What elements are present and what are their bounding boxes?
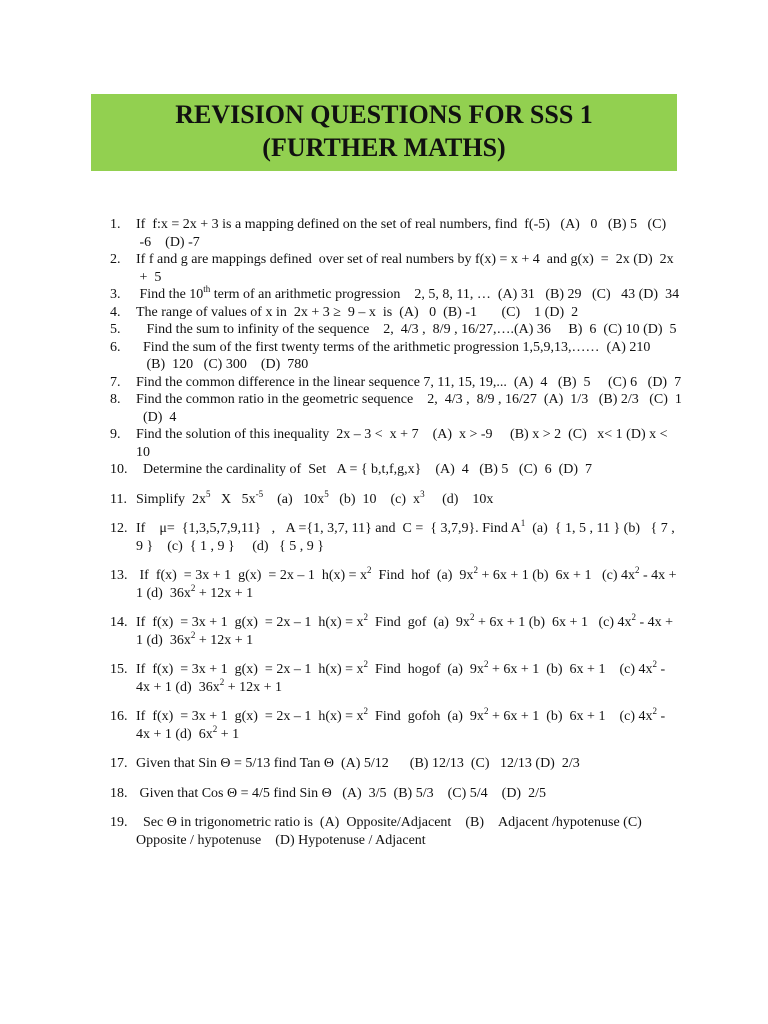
question-number: 15. [110,662,128,677]
question-text: If f(x) = 3x + 1 g(x) = 2x – 1 $h(x) = x^2$ Find gofoh (a) $9x^2 + 6x + 1$ (b) 6x + 1 (c) $4x^2 - 4x + 1$ (d) $6x^2 + 1$ [136,706,666,742]
question-item [110,488,682,509]
question-text: Given that Cos Θ = 4/5 find Sin Θ (A) 3/5 (B) 5/3 (C) 5/4 (D) 2/5 [136,785,546,801]
question-number: 17. [110,756,128,771]
question-number: 7. [110,374,121,390]
question-number: 12. [110,521,128,536]
question-item [110,321,682,339]
question-number: 16. [110,709,128,724]
question-text: Simplify $2x^5$ X $5x^{-5}$ (a) $10x^5$ (b) 10 (c) $x^3$ (d) 10x [136,488,494,507]
question-text: Sec Θ in trigonometric ratio is (A) Opposite/Adjacent (B) Adjacent /hypotenuse (C) Opposite / hypotenuse (D) Hypotenuse / Adjacent [136,815,642,848]
question-text: Find the common ratio in the geometric sequence 2, 4/3 , 8/9 , 16/27 (A) 1/3 (B) 2/3 (C) 1 (D) 4 [136,392,682,425]
title-line-1: REVISION QUESTIONS FOR SSS 1 [175,100,593,129]
question-item [110,374,682,392]
question-text: If f(x) = 3x + 1 g(x) = 2x – 1 $h(x) = x^2$ Find hof (a) $9x^2 + 6x + 1$ (b) 6x + 1 (c) $4x^2 - 4x + 1$ (d) $36x^2 + 12x + 1$ [136,565,677,601]
question-item [110,426,682,461]
question-text: If f(x) = 3x + 1 g(x) = 2x – 1 $h(x) = x^2$ Find gof (a) $9x^2 + 6x + 1$ (b) 6x + 1 (c) $4x^2 - 4x + 1$ (d) $36x^2 + 12x + 1$ [136,612,674,648]
question-text: If f:x = 2x + 3 is a mapping defined on the set of real numbers, find f(-5) (A) 0 (B) 5 (C) -6 (D) -7 [136,217,667,250]
question-text: Find the sum to infinity of the sequence 2, 4/3 , 8/9 , 16/27,….(A) 36 B) 6 (C) 10 (D) 5 [136,322,677,337]
question-list [110,216,682,849]
question-text: Given that Sin Θ = 5/13 find Tan Θ (A) 5/12 (B) 12/13 (C) 12/13 (D) 2/3 [136,756,580,771]
question-text: Find the 10th term of an arithmetic progression 2, 5, 8, 11, … (A) 31 (B) 29 (C) 43 (D) 34 [136,284,680,302]
question-number: 8. [110,392,121,407]
question-item [110,304,682,322]
question-item [110,391,682,426]
question-text: If μ= {1,3,5,7,9,11} , A ={1, 3,7, 11} and C = { 3,7,9}. Find $A^1$ (a) { 1, 5 , 11 } (b) { 7 , 9 } (c) { 1 , 9 } (d) { 5 , 9 } [136,518,675,554]
question-item [110,661,682,696]
question-text: If f(x) = 3x + 1 g(x) = 2x – 1 $h(x) = x^2$ Find hogof (a) $9x^2 + 6x + 1$ (b) 6x + 1 (c) $4x^2 - 4x + 1$ (d) $36x^2 + 12x + 1$ [136,659,666,695]
question-number: 5. [110,322,121,337]
question-text: If f and g are mappings defined over set of real numbers by f(x) = x + 4 and g(x) = 2x (D) 2x + 5 [136,252,674,285]
title-line-2: (FURTHER MATHS) [262,133,506,162]
question-text: Find the solution of this inequality 2x – 3 < x + 7 (A) x > -9 (B) x > 2 (C) x< 1 (D) x < 10 [136,427,668,460]
question-number: 10. [110,462,128,477]
question-number: 11. [110,491,127,507]
document-title [91,94,677,171]
question-item [110,567,682,602]
question-number: 1. [110,217,121,232]
question-number: 2. [110,252,121,267]
question-item [110,216,682,251]
question-number: 19. [110,815,128,830]
question-item [110,286,682,304]
question-text: Determine the cardinality of Set A = { b,t,f,g,x} (A) 4 (B) 5 (C) 6 (D) 7 [136,462,593,477]
question-text: Find the common difference in the linear sequence 7, 11, 15, 19,... (A) 4 (B) 5 (C) 6 (D) 7 [136,374,682,390]
question-number: 3. [110,287,121,302]
question-number: 13. [110,568,128,583]
question-item [110,520,682,555]
question-text: Find the sum of the first twenty terms of the arithmetic progression 1,5,9,13,…… (A) 210 (B) 120 (C) 300 (D) 780 [136,339,651,372]
question-number: 14. [110,615,128,630]
question-item [110,251,682,286]
question-item [110,814,682,849]
question-item [110,461,682,479]
question-text: The range of values of x in 2x + 3 ≥ 9 – x is (A) 0 (B) -1 (C) 1 (D) 2 [136,304,579,320]
question-item [110,614,682,649]
question-number: 9. [110,427,121,442]
question-number: 4. [110,304,121,320]
question-item [110,755,682,773]
question-item [110,339,682,374]
question-item [110,785,682,803]
question-number: 18. [110,785,128,801]
question-item [110,708,682,743]
question-number: 6. [110,339,121,355]
